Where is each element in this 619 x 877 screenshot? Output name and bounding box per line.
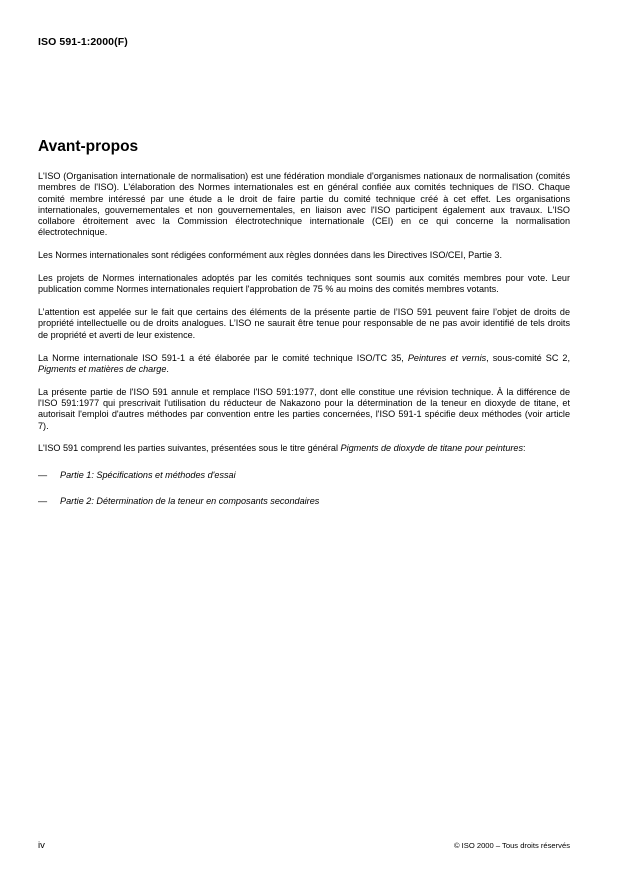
foreword-body bbox=[38, 171, 570, 522]
parts-intro-text: L'ISO 591 comprend les parties suivantes, présentées sous le titre général bbox=[38, 443, 341, 454]
part-title: Partie 2: Détermination de la teneur en composants secondaires bbox=[60, 495, 320, 506]
paragraph-parts-intro bbox=[38, 443, 570, 454]
paragraph-committee bbox=[38, 353, 570, 376]
paragraph-patent-rights: L’attention est appelée sur le fait que certains des éléments de la présente partie de l’ISO 591 peuvent faire l’objet de droits de propriété intellectuelle ou de droits analogues. L’ISO ne saurait être tenue pour responsable de ne pas avoir identifié de tels droits de propriété et averti de leur existence. bbox=[38, 307, 570, 340]
paragraph-iso-intro: L'ISO (Organisation internationale de normalisation) est une fédération mondiale d'organismes nationaux de normalisation (comités membres de l'ISO). L'élaboration des Normes internationales est en général confiée aux comités techniques de l'ISO. Chaque comité membre intéressé par une étude a le droit de faire partie du comité technique créé à cet effet. Les organisations internationales, gouvernementales et non gouvernementales, en liaison avec l'ISO participent également aux travaux. L'ISO collabore étroitement avec la Commission électrotechnique internationale (CEI) en ce qui concerne la normalisation électrotechnique. bbox=[38, 171, 570, 238]
subcommittee-name: Pigments et matières de charge bbox=[38, 363, 167, 374]
committee-text-end: . bbox=[166, 363, 169, 374]
general-title: Pigments de dioxyde de titane pour peintures bbox=[340, 443, 524, 454]
document-id: ISO 591-1:2000(F) bbox=[38, 36, 128, 48]
committee-name: Peintures et vernis bbox=[407, 352, 487, 363]
page-title: Avant-propos bbox=[38, 138, 139, 155]
paragraph-directives: Les Normes internationales sont rédigées conformément aux règles données dans les Directives ISO/CEI, Partie 3. bbox=[38, 250, 503, 261]
paragraph-revision: La présente partie de l'ISO 591 annule et remplace l'ISO 591:1977, dont elle constitue une révision technique. À la différence de l'ISO 591:1977 qui prescrivait l'utilisation du réducteur de Nakazono pour la détermination de la teneur en dioxyde de titane, et autorisait l'emploi d'autres méthodes par convention entre les parties concernées, l'ISO 591-1 spécifie deux méthodes (voir article 7). bbox=[38, 386, 570, 431]
copyright-notice: © ISO 2000 – Tous droits réservés bbox=[453, 841, 570, 850]
committee-text-mid: , sous-comité SC 2, bbox=[486, 352, 571, 363]
committee-text-start: La Norme internationale ISO 591-1 a été élaborée par le comité technique ISO/TC 35, bbox=[38, 352, 408, 363]
list-item bbox=[38, 496, 570, 507]
part-title: Partie 1: Spécifications et méthodes d'essai bbox=[60, 469, 236, 480]
page-number: iv bbox=[38, 840, 45, 851]
list-item bbox=[38, 470, 570, 481]
dash-bullet: — bbox=[38, 469, 48, 480]
dash-bullet: — bbox=[38, 495, 48, 506]
paragraph-voting: Les projets de Normes internationales adoptés par les comités techniques sont soumis aux comités membres pour vote. Leur publication comme Normes internationales requiert l'approbation de 75 % au moins des comités membres votants. bbox=[38, 273, 570, 295]
parts-intro-end: : bbox=[523, 443, 526, 454]
